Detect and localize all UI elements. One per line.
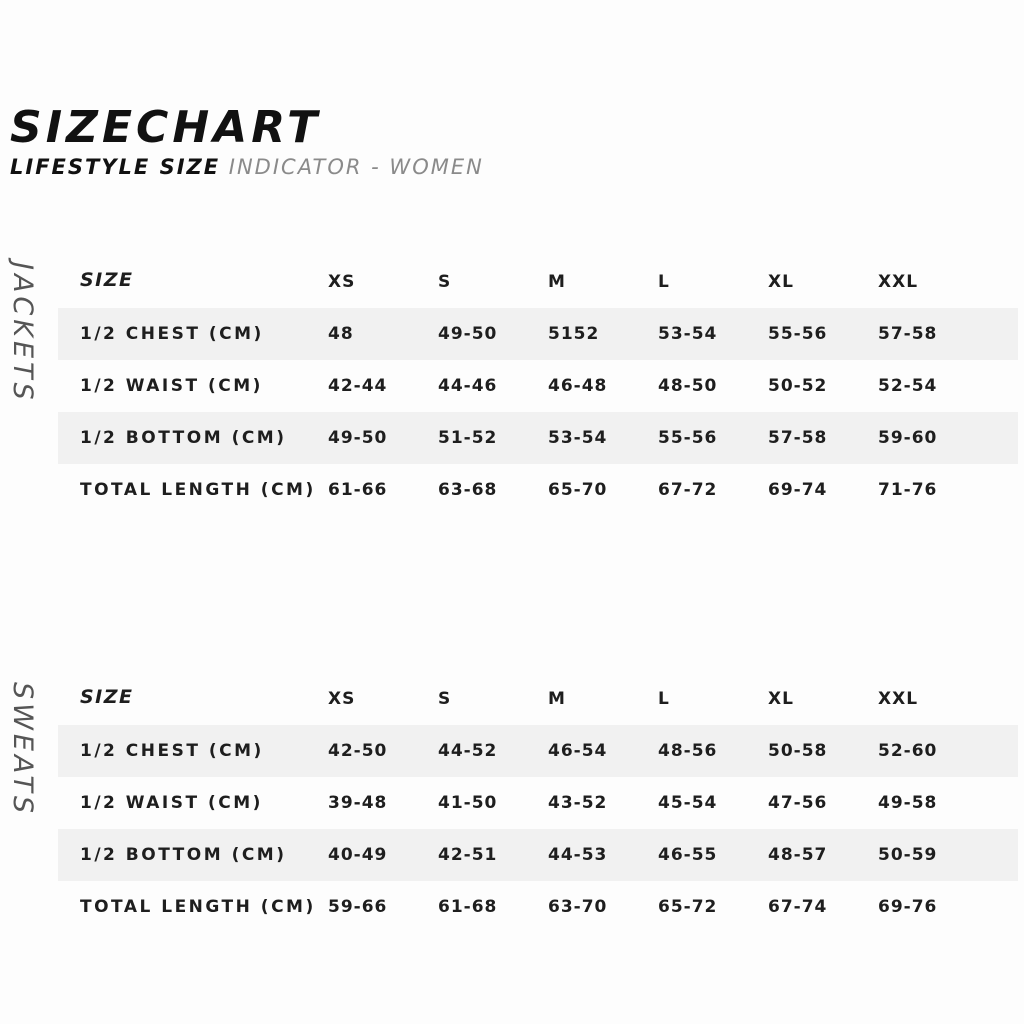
size-xl: XL — [768, 272, 794, 292]
cell-value: 44-46 — [438, 376, 498, 396]
row-label: 1/2 CHEST (CM) — [58, 725, 328, 777]
cell-value: 49-58 — [878, 793, 938, 813]
cell-value: 5152 — [548, 308, 658, 360]
table-header-row — [58, 252, 1018, 308]
cell-value: 51-52 — [438, 412, 548, 464]
subtitle-bold: LIFESTYLE SIZE — [10, 155, 221, 179]
cell-value: 59-60 — [878, 412, 1018, 464]
cell-value: 44-52 — [438, 725, 548, 777]
cell-value: 41-50 — [438, 793, 498, 813]
cell-value: 59-66 — [328, 897, 388, 917]
cell-value: 48-56 — [658, 725, 768, 777]
page-subtitle — [10, 152, 484, 182]
cell-value: 44-53 — [548, 829, 658, 881]
row-label: 1/2 BOTTOM (CM) — [58, 829, 328, 881]
table-row — [58, 412, 1018, 464]
subtitle-light: INDICATOR - WOMEN — [228, 155, 484, 179]
cell-value: 53-54 — [548, 412, 658, 464]
size-s: S — [438, 689, 452, 709]
cell-value: 55-56 — [658, 412, 768, 464]
row-label: TOTAL LENGTH (CM) — [80, 480, 316, 500]
size-xs: XS — [328, 689, 356, 709]
table-row — [58, 881, 1018, 933]
cell-value: 53-54 — [658, 308, 768, 360]
cell-value: 69-76 — [878, 897, 938, 917]
cell-value: 49-50 — [328, 412, 438, 464]
size-xxl: XXL — [878, 272, 919, 292]
size-header-label: SIZE — [80, 686, 134, 708]
cell-value: 43-52 — [548, 793, 608, 813]
cell-value: 52-54 — [878, 376, 938, 396]
cell-value: 45-54 — [658, 793, 718, 813]
size-header-label: SIZE — [80, 269, 134, 291]
jackets-size-table — [58, 252, 1018, 516]
cell-value: 48 — [328, 308, 438, 360]
cell-value: 65-72 — [658, 897, 718, 917]
cell-value: 42-51 — [438, 829, 548, 881]
cell-value: 61-68 — [438, 897, 498, 917]
table-row — [58, 360, 1018, 412]
cell-value: 47-56 — [768, 793, 828, 813]
size-xl: XL — [768, 689, 794, 709]
cell-value: 46-54 — [548, 725, 658, 777]
size-s: S — [438, 272, 452, 292]
table-header-row — [58, 669, 1018, 725]
cell-value: 67-72 — [658, 480, 718, 500]
cell-value: 50-59 — [878, 829, 1018, 881]
size-l: L — [658, 272, 670, 292]
size-l: L — [658, 689, 670, 709]
size-m: M — [548, 689, 566, 709]
cell-value: 69-74 — [768, 480, 828, 500]
section-label-sweats: SWEATS — [7, 682, 38, 818]
cell-value: 65-70 — [548, 480, 608, 500]
section-label-jackets: JACKETS — [7, 262, 38, 404]
cell-value: 50-58 — [768, 725, 878, 777]
table-row — [58, 308, 1018, 360]
cell-value: 42-44 — [328, 376, 388, 396]
size-m: M — [548, 272, 566, 292]
cell-value: 63-68 — [438, 480, 498, 500]
cell-value: 61-66 — [328, 480, 388, 500]
cell-value: 71-76 — [878, 480, 938, 500]
size-xxl: XXL — [878, 689, 919, 709]
cell-value: 48-57 — [768, 829, 878, 881]
table-row — [58, 464, 1018, 516]
table-row — [58, 777, 1018, 829]
sweats-size-table — [58, 669, 1018, 933]
size-xs: XS — [328, 272, 356, 292]
cell-value: 42-50 — [328, 725, 438, 777]
cell-value: 39-48 — [328, 793, 388, 813]
table-row — [58, 829, 1018, 881]
cell-value: 57-58 — [878, 308, 1018, 360]
cell-value: 55-56 — [768, 308, 878, 360]
cell-value: 48-50 — [658, 376, 718, 396]
cell-value: 63-70 — [548, 897, 608, 917]
cell-value: 46-48 — [548, 376, 608, 396]
cell-value: 49-50 — [438, 308, 548, 360]
cell-value: 50-52 — [768, 376, 828, 396]
cell-value: 67-74 — [768, 897, 828, 917]
row-label: TOTAL LENGTH (CM) — [80, 897, 316, 917]
cell-value: 40-49 — [328, 829, 438, 881]
row-label: 1/2 WAIST (CM) — [80, 376, 263, 396]
row-label: 1/2 WAIST (CM) — [80, 793, 263, 813]
cell-value: 46-55 — [658, 829, 768, 881]
page-title: SIZECHART — [10, 102, 322, 153]
table-row — [58, 725, 1018, 777]
row-label: 1/2 BOTTOM (CM) — [58, 412, 328, 464]
row-label: 1/2 CHEST (CM) — [58, 308, 328, 360]
cell-value: 52-60 — [878, 725, 1018, 777]
cell-value: 57-58 — [768, 412, 878, 464]
